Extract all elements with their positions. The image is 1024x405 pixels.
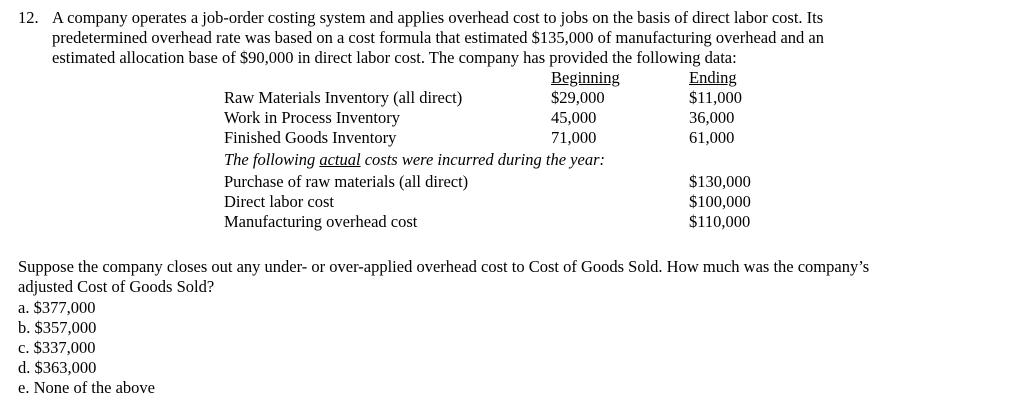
question-prompt	[18, 257, 1018, 297]
row-label-finished-goods: Finished Goods Inventory	[224, 128, 397, 147]
header-beginning: Beginning	[551, 68, 620, 87]
option-a[interactable]: a. $377,000	[18, 298, 96, 317]
row-value-purchases: $130,000	[689, 172, 751, 191]
option-e[interactable]: e. None of the above	[18, 378, 155, 397]
row-value-overhead: $110,000	[689, 212, 751, 231]
row-label-overhead: Manufacturing overhead cost	[224, 212, 418, 231]
intro-line: predetermined overhead rate was based on a cost formula that estimated $135,000 of manufacturing overhead and an	[52, 28, 825, 47]
row-beginning-work-in-process: 45,000	[551, 108, 597, 127]
row-label-purchases: Purchase of raw materials (all direct)	[224, 172, 469, 191]
option-c[interactable]: c. $337,000	[18, 338, 96, 357]
intro-line: estimated allocation base of $90,000 in direct labor cost. The company has provided the following data:	[52, 48, 737, 67]
row-beginning-finished-goods: 71,000	[551, 128, 597, 147]
note-suffix: costs were incurred during the year:	[360, 150, 605, 169]
prompt-line: adjusted Cost of Goods Sold?	[18, 277, 215, 296]
row-label-raw-materials: Raw Materials Inventory (all direct)	[224, 88, 463, 107]
question-intro	[52, 8, 1012, 68]
row-value-direct-labor: $100,000	[689, 192, 751, 211]
question-number: 12.	[18, 8, 39, 27]
prompt-line: Suppose the company closes out any under- or over-applied overhead cost to Cost of Goods Sold. How much was the company’s	[18, 257, 870, 276]
actual-costs-note	[224, 150, 605, 170]
row-label-direct-labor: Direct labor cost	[224, 192, 334, 211]
row-label-work-in-process: Work in Process Inventory	[224, 108, 401, 127]
note-prefix: The following	[224, 150, 320, 169]
row-ending-raw-materials: $11,000	[689, 88, 743, 107]
row-ending-work-in-process: 36,000	[689, 108, 735, 127]
intro-line: A company operates a job-order costing system and applies overhead cost to jobs on the basis of direct labor cost. Its	[52, 8, 824, 27]
option-d[interactable]: d. $363,000	[18, 358, 97, 377]
option-b[interactable]: b. $357,000	[18, 318, 97, 337]
note-actual: actual	[319, 150, 361, 169]
header-ending: Ending	[689, 68, 737, 87]
row-beginning-raw-materials: $29,000	[551, 88, 605, 107]
row-ending-finished-goods: 61,000	[689, 128, 735, 147]
